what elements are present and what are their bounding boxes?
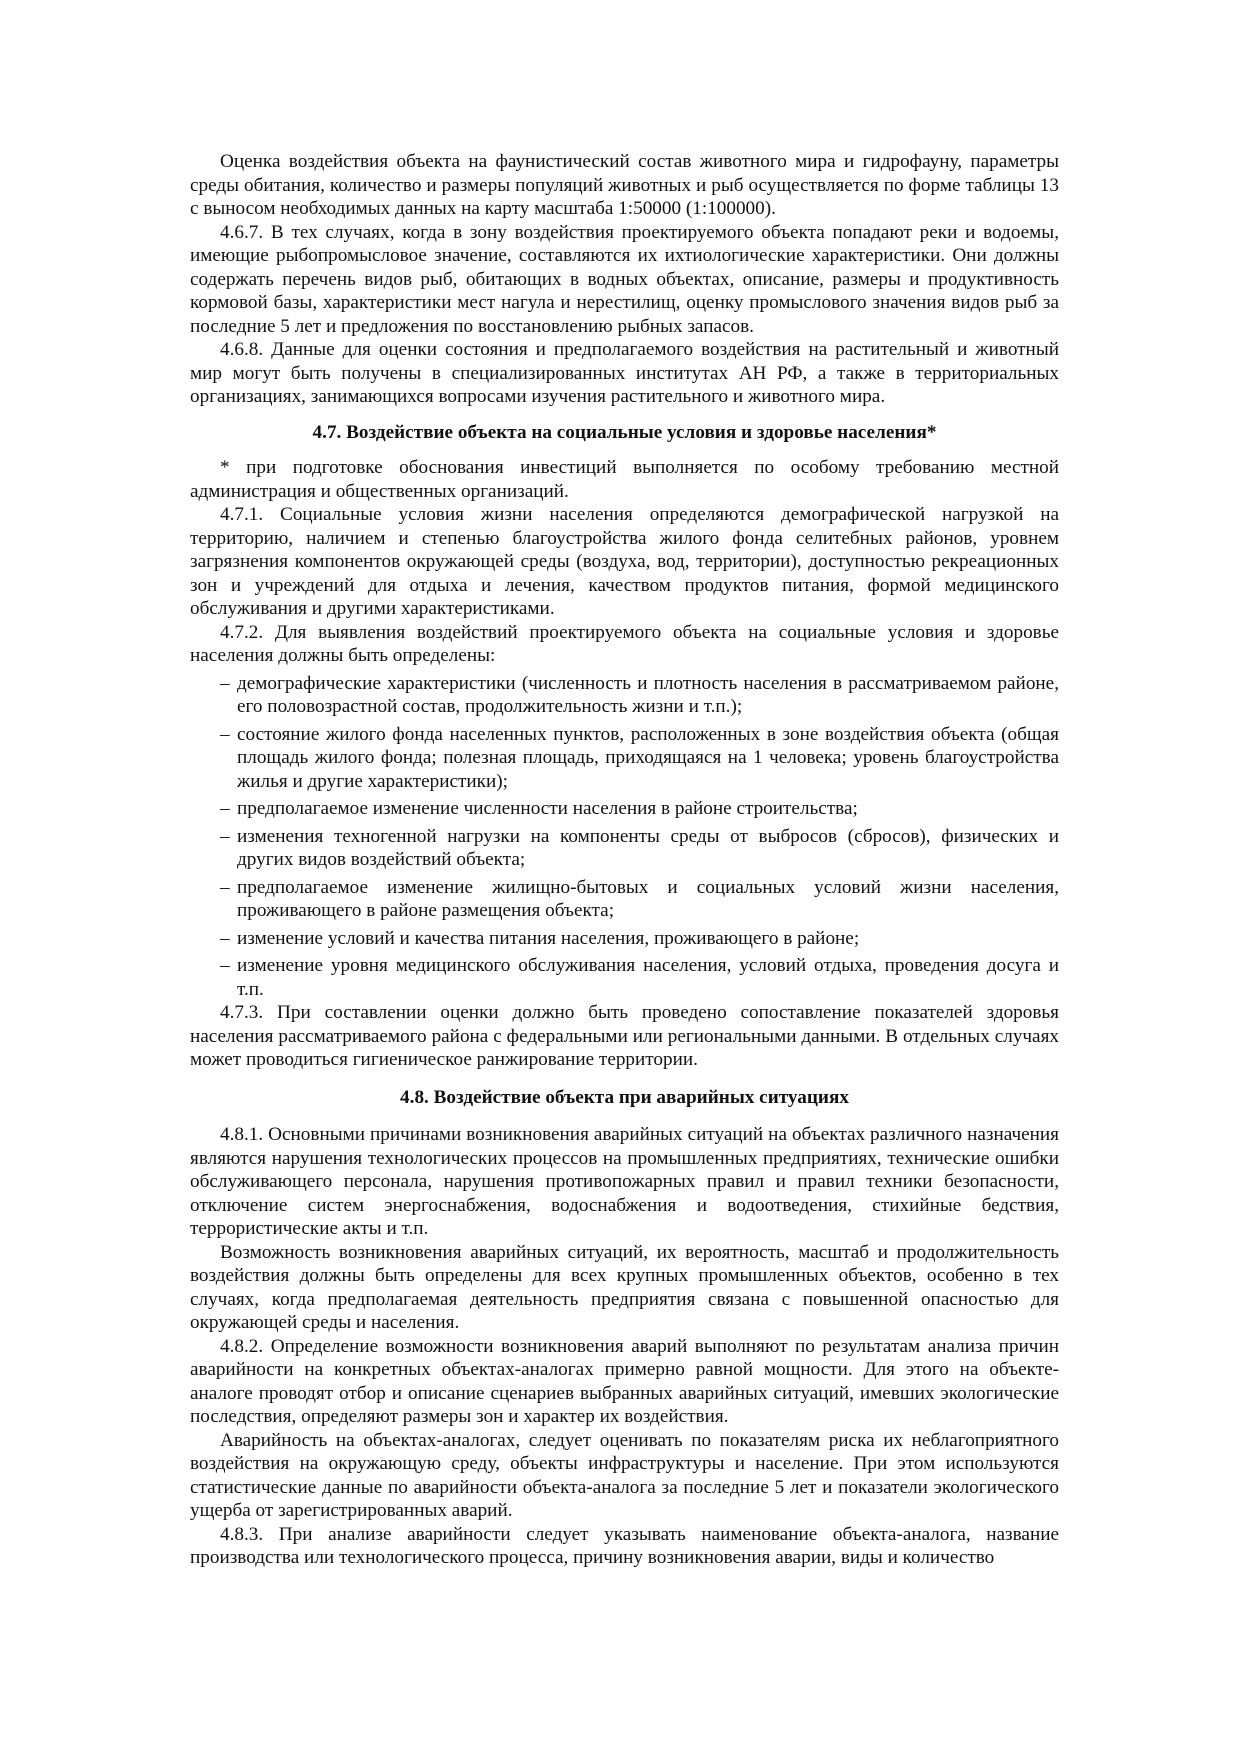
paragraph-4-7-2: 4.7.2. Для выявления воздействий проектируемого объекта на социальные условия и здоровье населения должны быть определены: (190, 621, 1059, 666)
footnote-4-7: * при подготовке обоснования инвестиций выполняется по особому требованию местной администрация и общественных организаций. (190, 457, 1059, 502)
list-item (190, 825, 1059, 872)
list-dash: – (220, 798, 230, 819)
list-item-text: состояние жилого фонда населенных пунктов, расположенных в зоне воздействия объекта (общая площадь жилого фонда; полезная площадь, приходящаяся на 1 человека; уровень благоустройства жилья и другие характеристики); (237, 723, 1059, 792)
list-item-text: изменения техногенной нагрузки на компоненты среды от выбросов (сбросов), физических и других видов воздействий объекта; (237, 825, 1059, 870)
list-item-text: изменение условий и качества питания населения, проживающего в районе; (237, 927, 860, 949)
paragraph-fauna-assessment: Оценка воздействия объекта на фаунистический состав животного мира и гидрофауну, параметры среды обитания, количество и размеры популяций животных и рыб осуществляется по форме таблицы 13 с выносом необходимых данных на карту масштаба 1:50000 (1:100000). (190, 151, 1059, 219)
list-item-text: изменение уровня медицинского обслуживания населения, условий отдыха, проведения досуга и т.п. (237, 955, 1059, 1000)
list-item-text: предполагаемое изменение жилищно-бытовых и социальных условий жизни населения, проживающего в районе размещения объекта; (237, 876, 1059, 921)
list-item (190, 672, 1059, 719)
list-4-7-2 (190, 672, 1059, 1002)
list-item-text: демографические характеристики (численность и плотность населения в рассматриваемом районе, его половозрастной состав, продолжительность жизни и т.п.); (237, 672, 1059, 717)
paragraph-accident-possibility: Возможность возникновения аварийных ситуаций, их вероятность, масштаб и продолжительность воздействия должны быть определены для всех крупных промышленных объектов, особенно в тех случаях, когда предполагаемая деятельность предприятия связана с повышенной опасностью для окружающей среды и населения. (190, 1241, 1059, 1333)
paragraph-4-7-1: 4.7.1. Социальные условия жизни населения определяются демографической нагрузкой на территорию, наличием и степенью благоустройства жилого фонда селитебных районов, уровнем загрязнения компонентов окружающей среды (воздуха, вод, территории), доступностью рекреационных зон и учреждений для отдыха и лечения, качеством продуктов питания, формой медицинского обслуживания и другими характеристиками. (190, 504, 1059, 619)
paragraph-accident-rate: Аварийность на объектах-аналогах, следует оценивать по показателям риска их неблагоприятного воздействия на окружающую среду, объекты инфраструктуры и население. При этом используются статистические данные по аварийности объекта-аналога за последние 5 лет и показатели экологического ущерба от зарегистрированных аварий. (190, 1429, 1059, 1521)
paragraph-4-7-3: 4.7.3. При составлении оценки должно быть проведено сопоставление показателей здоровья населения рассматриваемого района с федеральными или региональными данными. В отдельных случаях может проводиться гигиеническое ранжирование территории. (190, 1002, 1059, 1070)
list-item (190, 876, 1059, 923)
paragraph-4-6-8: 4.6.8. Данные для оценки состояния и предполагаемого воздействия на растительный и животный мир могут быть получены в специализированных институтах АН РФ, а также в территориальных организациях, занимающихся вопросами изучения растительного и животного мира. (190, 339, 1059, 407)
list-item (190, 927, 1059, 951)
paragraph-4-8-2: 4.8.2. Определение возможности возникновения аварий выполняют по результатам анализа причин аварийности на конкретных объектах-аналогах примерно равной мощности. Для этого на объекте-аналоге проводят отбор и описание сценариев выбранных аварийных ситуаций, имевших экологические последствия, определяют размеры зон и характер их воздействия. (190, 1335, 1059, 1427)
document-page (190, 150, 1059, 1570)
paragraph-4-8-3: 4.8.3. При анализе аварийности следует указывать наименование объекта-аналога, название производства или технологического процесса, причину возникновения аварии, виды и количество (190, 1523, 1059, 1568)
paragraph-4-8-1: 4.8.1. Основными причинами возникновения аварийных ситуаций на объектах различного назначения являются нарушения технологических процессов на промышленных предприятиях, технические ошибки обслуживающего персонала, нарушения противопожарных правил и правил техники безопасности, отключение систем энергоснабжения, водоснабжения и водоотведения, стихийные бедствия, террористические акты и т.п. (190, 1124, 1059, 1239)
list-dash: – (220, 723, 230, 745)
heading-4-8: 4.8. Воздействие объекта при аварийных ситуациях (400, 1086, 849, 1108)
list-dash: – (220, 672, 230, 694)
paragraph-4-6-7: 4.6.7. В тех случаях, когда в зону воздействия проектируемого объекта попадают реки и водоемы, имеющие рыбопромысловое значение, составляются их ихтиологические характеристики. Они должны содержать перечень видов рыб, обитающих в водных объектах, описание, размеры и продуктивность кормовой базы, характеристики мест нагула и нерестилищ, оценку промыслового значения видов рыб за последние 5 лет и предложения по восстановлению рыбных запасов. (190, 221, 1059, 337)
list-item (190, 954, 1059, 1001)
list-dash: – (220, 955, 230, 976)
list-item-text: предполагаемое изменение численности населения в районе строительства; (237, 798, 858, 819)
list-dash: – (220, 876, 230, 898)
heading-4-7: 4.7. Воздействие объекта на социальные условия и здоровье населения* (312, 421, 937, 443)
list-dash: – (220, 825, 230, 847)
list-item (190, 723, 1059, 794)
list-item (190, 797, 1059, 821)
list-dash: – (220, 927, 230, 949)
